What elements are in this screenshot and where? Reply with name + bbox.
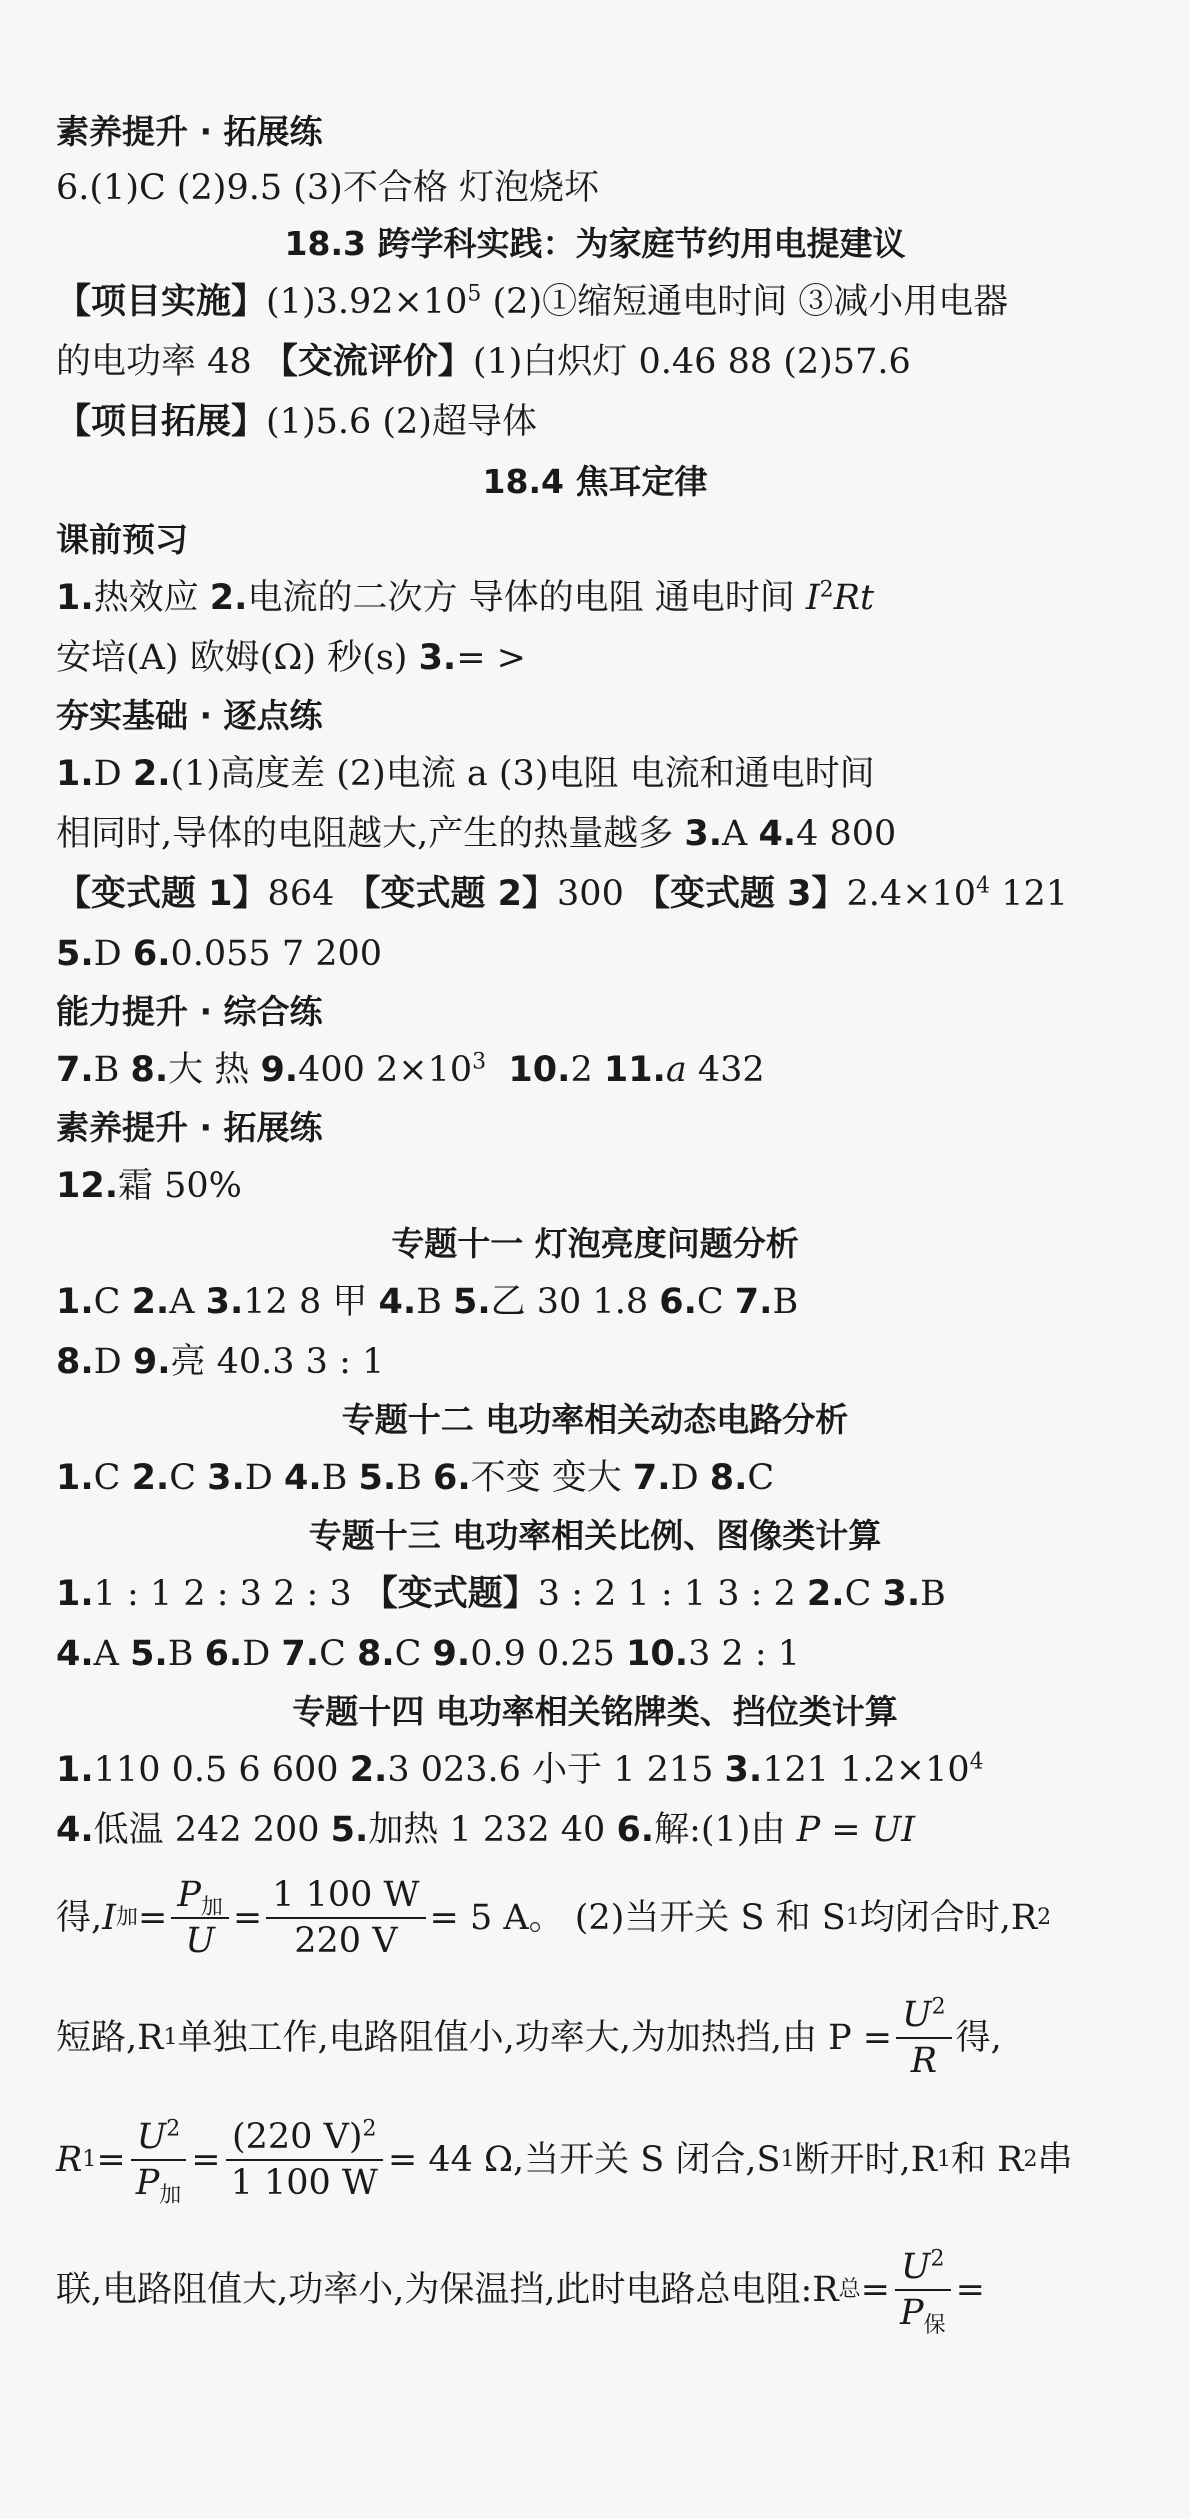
text-fragment: D bbox=[93, 934, 133, 974]
text-fragment: 乙 30 1.8 bbox=[490, 1282, 660, 1322]
topic-14-line-1 bbox=[56, 1748, 1150, 1792]
text-fragment: D bbox=[670, 1458, 710, 1498]
text-fragment: 4. bbox=[758, 814, 797, 854]
text-fragment: 6. bbox=[433, 1458, 471, 1498]
text-fragment: 9. bbox=[260, 1050, 299, 1090]
text-fragment: 5. bbox=[56, 934, 94, 974]
text-fragment: B bbox=[167, 1634, 205, 1674]
text-fragment: A bbox=[722, 814, 759, 854]
text-fragment: 2. bbox=[806, 1574, 845, 1614]
solution-line-2: 短路,R 1 单独工作,电路阻值小,功率大,为加热挡,由 P = $\frac{U^2}{R}$ 得, bbox=[56, 1994, 1002, 2081]
fraction-u2-over-r bbox=[896, 1993, 952, 2083]
text-fragment: 7. bbox=[281, 1634, 320, 1674]
text-fragment: B bbox=[396, 1458, 433, 1498]
text-fragment: 0.055 7 200 bbox=[170, 934, 383, 974]
text-fragment: 220 V bbox=[294, 1921, 398, 1961]
text-fragment: C bbox=[747, 1458, 775, 1498]
text-fragment: a bbox=[665, 1050, 687, 1090]
text-fragment: 6. bbox=[616, 1810, 655, 1850]
foundation-line-1 bbox=[56, 752, 1150, 796]
text-fragment: 3 023.6 小于 1 215 bbox=[387, 1750, 725, 1790]
text-fragment: 4 bbox=[969, 1749, 984, 1775]
text-fragment: B bbox=[416, 1282, 453, 1322]
text-fragment: 1 100 W bbox=[266, 1873, 425, 1919]
topic-11-title: 专题十一 灯泡亮度问题分析 bbox=[391, 1224, 799, 1263]
text-fragment: 2.4×10 bbox=[846, 874, 977, 914]
text-fragment: 均闭合时,R bbox=[859, 1898, 1038, 1938]
text-fragment: (220 V) bbox=[231, 2117, 363, 2157]
text-fragment: (1)高度差 (2)电流 a (3)电阻 电流和通电时间 bbox=[170, 754, 875, 794]
text-fragment: 7. bbox=[56, 1050, 94, 1090]
text-fragment: 2. bbox=[349, 1750, 388, 1790]
text-fragment: 1. bbox=[56, 754, 94, 794]
topic-14-title: 专题十四 电功率相关铭牌类、挡位类计算 bbox=[292, 1692, 898, 1731]
foundation-line-4 bbox=[56, 932, 1150, 976]
text-fragment: B bbox=[920, 1574, 946, 1614]
text-fragment: U bbox=[136, 2117, 167, 2157]
topic-11-line-2 bbox=[56, 1340, 1150, 1384]
text-fragment: 2 bbox=[819, 577, 834, 603]
text-fragment: 低温 242 200 bbox=[93, 1810, 331, 1850]
text-fragment: 【变式题 2】 bbox=[345, 874, 558, 914]
text-fragment: 4. bbox=[56, 1810, 94, 1850]
preview-line-2 bbox=[56, 636, 1150, 680]
text-fragment: 1. bbox=[56, 1574, 94, 1614]
topic-11-line-1 bbox=[56, 1280, 1150, 1324]
text-fragment: B bbox=[772, 1282, 799, 1322]
text-fragment: 5. bbox=[130, 1634, 168, 1674]
suyang-line-12 bbox=[56, 1164, 1150, 1208]
text-fragment: 亮 40.3 3 : 1 bbox=[170, 1342, 385, 1382]
text-fragment: = 5 A。 (2)当开关 S 和 S bbox=[429, 1898, 846, 1938]
text-fragment: 11. bbox=[603, 1050, 666, 1090]
text-fragment: 1. bbox=[56, 1750, 94, 1790]
text-fragment: A bbox=[169, 1282, 206, 1322]
text-fragment: 联,电路阻值大,功率小,为保温挡,此时电路总电阻:R bbox=[56, 2270, 839, 2310]
text-fragment: I bbox=[102, 1898, 116, 1938]
text-fragment: 5. bbox=[330, 1810, 369, 1850]
text-fragment: 1. bbox=[56, 578, 94, 618]
text-fragment: P bbox=[135, 2163, 160, 2203]
text-fragment: 432 bbox=[686, 1050, 765, 1090]
heading-suyang-1: 素养提升 · 拓展练 bbox=[56, 112, 323, 151]
text-fragment: A bbox=[93, 1634, 131, 1674]
text-fragment: 霜 50% bbox=[118, 1166, 242, 1206]
text-fragment: 加 bbox=[159, 2183, 182, 2208]
section-18-3-title: 18.3 跨学科实践：为家庭节约用电提建议 bbox=[284, 224, 906, 263]
text-fragment: 864 bbox=[267, 874, 346, 914]
text-fragment: 4 bbox=[976, 873, 991, 899]
text-fragment: 4. bbox=[378, 1282, 417, 1322]
text-fragment: 串 bbox=[1037, 2140, 1073, 2180]
text-fragment: 2 bbox=[362, 2116, 377, 2142]
text-fragment: 10. bbox=[626, 1634, 689, 1674]
text-fragment: 单独工作,电路阻值小,功率大,为加热挡,由 P = bbox=[177, 2018, 893, 2058]
text-fragment: B bbox=[321, 1458, 359, 1498]
text-fragment: C bbox=[319, 1634, 357, 1674]
text-fragment: Rt bbox=[833, 578, 875, 618]
text-fragment: 5. bbox=[358, 1458, 397, 1498]
text-fragment: 1 100 W bbox=[230, 2163, 378, 2203]
tag-project-implement: 【项目实施】 bbox=[56, 282, 267, 322]
text-fragment: 2 bbox=[570, 1050, 604, 1090]
tag-exchange-evaluate: 【交流评价】 bbox=[262, 342, 473, 382]
text-fragment: 3 : 2 1 : 1 3 : 2 bbox=[537, 1574, 807, 1614]
heading-foundation: 夯实基础 · 逐点练 bbox=[56, 696, 323, 735]
text-fragment: 3 2 : 1 bbox=[688, 1634, 801, 1674]
text-fragment: 12. bbox=[56, 1166, 119, 1206]
text-fragment: (1)5.6 (2)超导体 bbox=[266, 402, 537, 442]
text-fragment: C bbox=[93, 1458, 132, 1498]
text-fragment: 6. bbox=[659, 1282, 697, 1322]
text-fragment: C bbox=[93, 1282, 132, 1322]
text-fragment: 【变式题】 bbox=[362, 1574, 538, 1614]
fraction-voltage2-over-power bbox=[225, 2115, 384, 2205]
project-implement-line bbox=[56, 280, 1150, 324]
text-fragment: 8. bbox=[709, 1458, 748, 1498]
text-fragment: D bbox=[93, 754, 133, 794]
text-fragment: 3. bbox=[882, 1574, 921, 1614]
text-fragment: 3. bbox=[684, 814, 723, 854]
fraction-u2-over-p-keep bbox=[894, 2245, 952, 2338]
text-fragment: 121 bbox=[990, 874, 1068, 914]
topic-14-line-2 bbox=[56, 1808, 1150, 1852]
text-fragment: 5 bbox=[467, 281, 482, 307]
preview-line-1 bbox=[56, 576, 1150, 620]
variant-questions-line bbox=[56, 872, 1150, 916]
text-fragment: 0.9 0.25 bbox=[470, 1634, 627, 1674]
text-fragment: B bbox=[93, 1050, 131, 1090]
text-fragment: 12 8 甲 bbox=[243, 1282, 379, 1322]
text-fragment: D bbox=[242, 1634, 282, 1674]
solution-line-4: 联,电路阻值大,功率小,为保温挡,此时电路总电阻:R 总 = $\frac{U^2}{P_保}$ = bbox=[56, 2246, 985, 2338]
topic-13-line-1 bbox=[56, 1572, 1150, 1616]
text-fragment: U bbox=[185, 1921, 215, 1961]
text-fragment: 3. bbox=[207, 1458, 245, 1498]
ability-line-1 bbox=[56, 1048, 1150, 1092]
text-fragment: C bbox=[169, 1458, 208, 1498]
section-18-4-title: 18.4 焦耳定律 bbox=[482, 462, 708, 501]
text-fragment: 2. bbox=[131, 1282, 170, 1322]
text-fragment: 3. bbox=[205, 1282, 244, 1322]
fraction-u2-over-p-heat bbox=[130, 2115, 188, 2208]
text-fragment: 4. bbox=[283, 1458, 322, 1498]
text-fragment: 的电功率 48 bbox=[56, 342, 263, 382]
text-fragment: 10. bbox=[508, 1050, 571, 1090]
text-fragment: D bbox=[244, 1458, 284, 1498]
text-fragment: 400 2×10 bbox=[298, 1050, 473, 1090]
text-fragment: = 44 Ω,当开关 S 闭合,S bbox=[387, 2140, 781, 2180]
text-fragment: 加热 1 232 40 bbox=[368, 1810, 617, 1850]
text-fragment: 2. bbox=[209, 578, 248, 618]
text-fragment: P bbox=[177, 1875, 201, 1915]
project-extend-line bbox=[56, 400, 1150, 444]
text-fragment: 得, bbox=[955, 2018, 1002, 2058]
text-fragment: U bbox=[901, 2247, 931, 2287]
text-fragment: U bbox=[902, 1995, 932, 2035]
heading-preview: 课前预习 bbox=[56, 520, 188, 559]
fraction-p-over-u bbox=[171, 1873, 229, 1963]
tag-project-extend: 【项目拓展】 bbox=[56, 402, 267, 442]
text-fragment: 7. bbox=[632, 1458, 671, 1498]
topic-13-title: 专题十三 电功率相关比例、图像类计算 bbox=[308, 1516, 882, 1555]
text-fragment: 7. bbox=[734, 1282, 773, 1322]
text-fragment: 2 bbox=[931, 1994, 946, 2020]
text-fragment: = bbox=[955, 2270, 985, 2310]
text-fragment: C bbox=[696, 1282, 735, 1322]
text-fragment: 得, bbox=[56, 1898, 103, 1938]
text-fragment: 3. bbox=[418, 638, 457, 678]
text-fragment: 1. bbox=[56, 1458, 94, 1498]
solution-line-3: R 1 = $\frac{U^2}{P_加}$ = $\frac{(220 V)^2}{1 100 W}$ = 44 Ω,当开关 S 闭合,S 1 断开时,R 1 和 R 2 串 bbox=[56, 2116, 1073, 2208]
text-fragment: 8. bbox=[130, 1050, 169, 1090]
text-fragment: (1)白炽灯 0.46 88 (2)57.6 bbox=[472, 342, 911, 382]
text-fragment: 断开时,R bbox=[794, 2140, 937, 2180]
text-fragment: P = UI bbox=[796, 1810, 916, 1850]
text-fragment: 300 bbox=[557, 874, 635, 914]
text-fragment: (1)3.92×10 bbox=[266, 282, 468, 322]
text-fragment: 8. bbox=[56, 1342, 94, 1382]
text-fragment: 安培(A) 欧姆(Ω) 秒(s) bbox=[56, 638, 419, 678]
text-fragment: = > bbox=[456, 638, 526, 678]
text-fragment: C bbox=[394, 1634, 433, 1674]
text-fragment: 121 1.2×10 bbox=[762, 1750, 970, 1790]
answer-line-6: 6.(1)C (2)9.5 (3)不合格 灯泡烧坏 bbox=[56, 168, 599, 208]
fraction-power-over-voltage bbox=[266, 1873, 425, 1963]
text-fragment: 2 bbox=[930, 2246, 945, 2272]
foundation-line-2 bbox=[56, 812, 1150, 856]
text-fragment: 【变式题 1】 bbox=[56, 874, 268, 914]
text-fragment: I bbox=[805, 578, 820, 618]
text-fragment: 4. bbox=[56, 1634, 94, 1674]
text-fragment: 4 800 bbox=[796, 814, 897, 854]
text-fragment: 3. bbox=[724, 1750, 763, 1790]
text-fragment: 热效应 bbox=[93, 578, 210, 618]
heading-suyang-2: 素养提升 · 拓展练 bbox=[56, 1108, 323, 1147]
topic-12-title: 专题十二 电功率相关动态电路分析 bbox=[341, 1400, 849, 1439]
text-fragment: 6. bbox=[204, 1634, 243, 1674]
heading-ability: 能力提升 · 综合练 bbox=[56, 992, 323, 1031]
text-fragment: 1. bbox=[56, 1282, 94, 1322]
text-fragment: 9. bbox=[432, 1634, 471, 1674]
text-fragment: 110 0.5 6 600 bbox=[93, 1750, 350, 1790]
text-fragment: 电流的二次方 导体的电阻 通电时间 bbox=[247, 578, 806, 618]
text-fragment: 2. bbox=[132, 754, 171, 794]
text-fragment: 6. bbox=[132, 934, 171, 974]
solution-line-1: 得, I 加 = $\frac{P_加}{U}$ = $\frac{1 100 W}{220 V}$ = 5 A。 (2)当开关 S 和 S 1 均闭合时,R 2 bbox=[56, 1875, 1052, 1961]
text-fragment: 相同时,导体的电阻越大,产生的热量越多 bbox=[56, 814, 685, 854]
text-fragment: 解:(1)由 bbox=[654, 1810, 797, 1850]
text-fragment: 保 bbox=[923, 2313, 946, 2338]
text-fragment: 2 bbox=[166, 2116, 181, 2142]
topic-12-line-1 bbox=[56, 1456, 1150, 1500]
text-fragment: 大 热 bbox=[168, 1050, 261, 1090]
text-fragment: 加 bbox=[200, 1895, 223, 1920]
text-fragment: 【变式题 3】 bbox=[634, 874, 847, 914]
text-fragment: 1 : 1 2 : 3 2 : 3 bbox=[93, 1574, 363, 1614]
text-fragment: C bbox=[844, 1574, 883, 1614]
text-fragment: 9. bbox=[132, 1342, 171, 1382]
text-fragment: 3 bbox=[472, 1049, 487, 1075]
text-fragment: (2)①缩短通电时间 ③减小用电器 bbox=[481, 282, 1009, 322]
text-fragment: R bbox=[910, 2041, 938, 2081]
text-fragment: D bbox=[93, 1342, 133, 1382]
text-fragment: 2. bbox=[131, 1458, 170, 1498]
exchange-evaluate-line bbox=[56, 340, 1150, 384]
text-fragment: R bbox=[56, 2140, 83, 2180]
text-fragment: P bbox=[900, 2293, 924, 2333]
text-fragment: 8. bbox=[356, 1634, 395, 1674]
text-fragment: 5. bbox=[452, 1282, 491, 1322]
text-fragment: 和 R bbox=[950, 2140, 1024, 2180]
text-fragment: 不变 变大 bbox=[470, 1458, 633, 1498]
text-fragment: 短路,R bbox=[56, 2018, 164, 2058]
topic-13-line-2 bbox=[56, 1632, 1150, 1676]
